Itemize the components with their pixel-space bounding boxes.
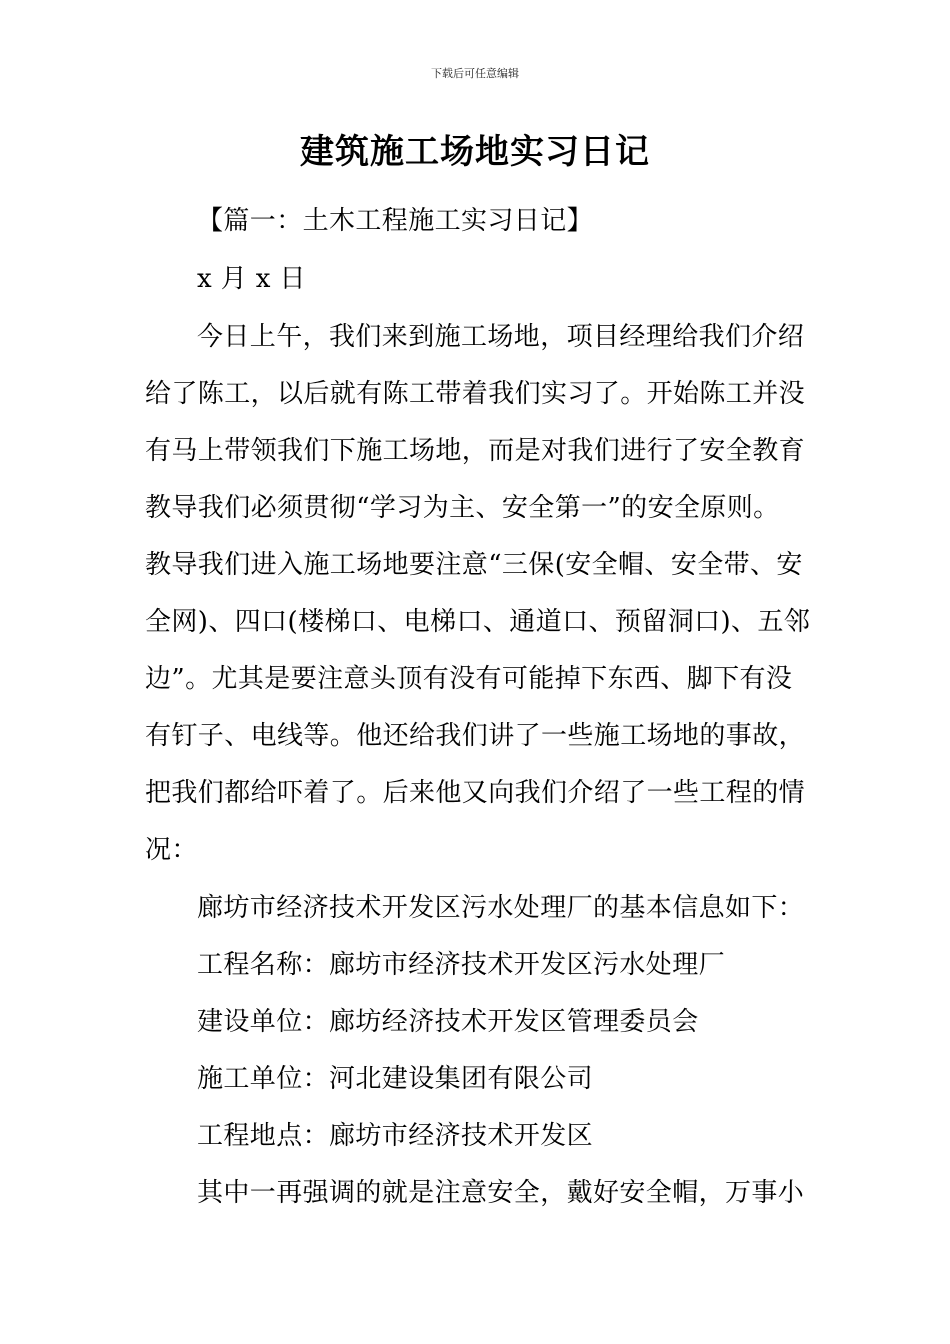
section-heading: 【篇一：土木工程施工实习日记】 (197, 206, 594, 236)
header-note: 下载后可任意编辑 (431, 67, 519, 80)
paragraph-line: 教导我们必须贯彻“学习为主、安全第一”的安全原则。 (145, 493, 780, 523)
closing-line: 其中一再强调的就是注意安全，戴好安全帽，万事小 (197, 1178, 805, 1208)
paragraph-line: 给了陈工，以后就有陈工带着我们实习了。开始陈工并没 (145, 379, 806, 409)
date-line: x 月 x 日 (197, 264, 306, 294)
paragraph-line: 有钉子、电线等。他还给我们讲了一些施工场地的事故， (145, 721, 806, 751)
paragraph-line: 今日上午，我们来到施工场地，项目经理给我们介绍 (197, 322, 805, 352)
paragraph-line: 有马上带领我们下施工场地，而是对我们进行了安全教育 (145, 436, 806, 466)
info-contractor: 施工单位：河北建设集团有限公司 (197, 1064, 594, 1094)
document-title: 建筑施工场地实习日记 (300, 132, 650, 172)
paragraph-line: 边”。尤其是要注意头顶有没有可能掉下东西、脚下有没 (145, 664, 793, 694)
paragraph-line: 全网)、四口(楼梯口、电梯口、通道口、预留洞口)、五邻 (145, 607, 811, 637)
info-intro: 廊坊市经济技术开发区污水处理厂的基本信息如下： (197, 893, 805, 923)
info-location: 工程地点：廊坊市经济技术开发区 (197, 1121, 594, 1151)
paragraph-line: 况： (145, 835, 198, 865)
info-project-name: 工程名称：廊坊市经济技术开发区污水处理厂 (197, 950, 726, 980)
paragraph-line: 把我们都给吓着了。后来他又向我们介绍了一些工程的情 (145, 778, 806, 808)
info-owner: 建设单位：廊坊经济技术开发区管理委员会 (197, 1007, 699, 1037)
paragraph-line: 教导我们进入施工场地要注意“三保(安全帽、安全带、安 (145, 550, 803, 580)
